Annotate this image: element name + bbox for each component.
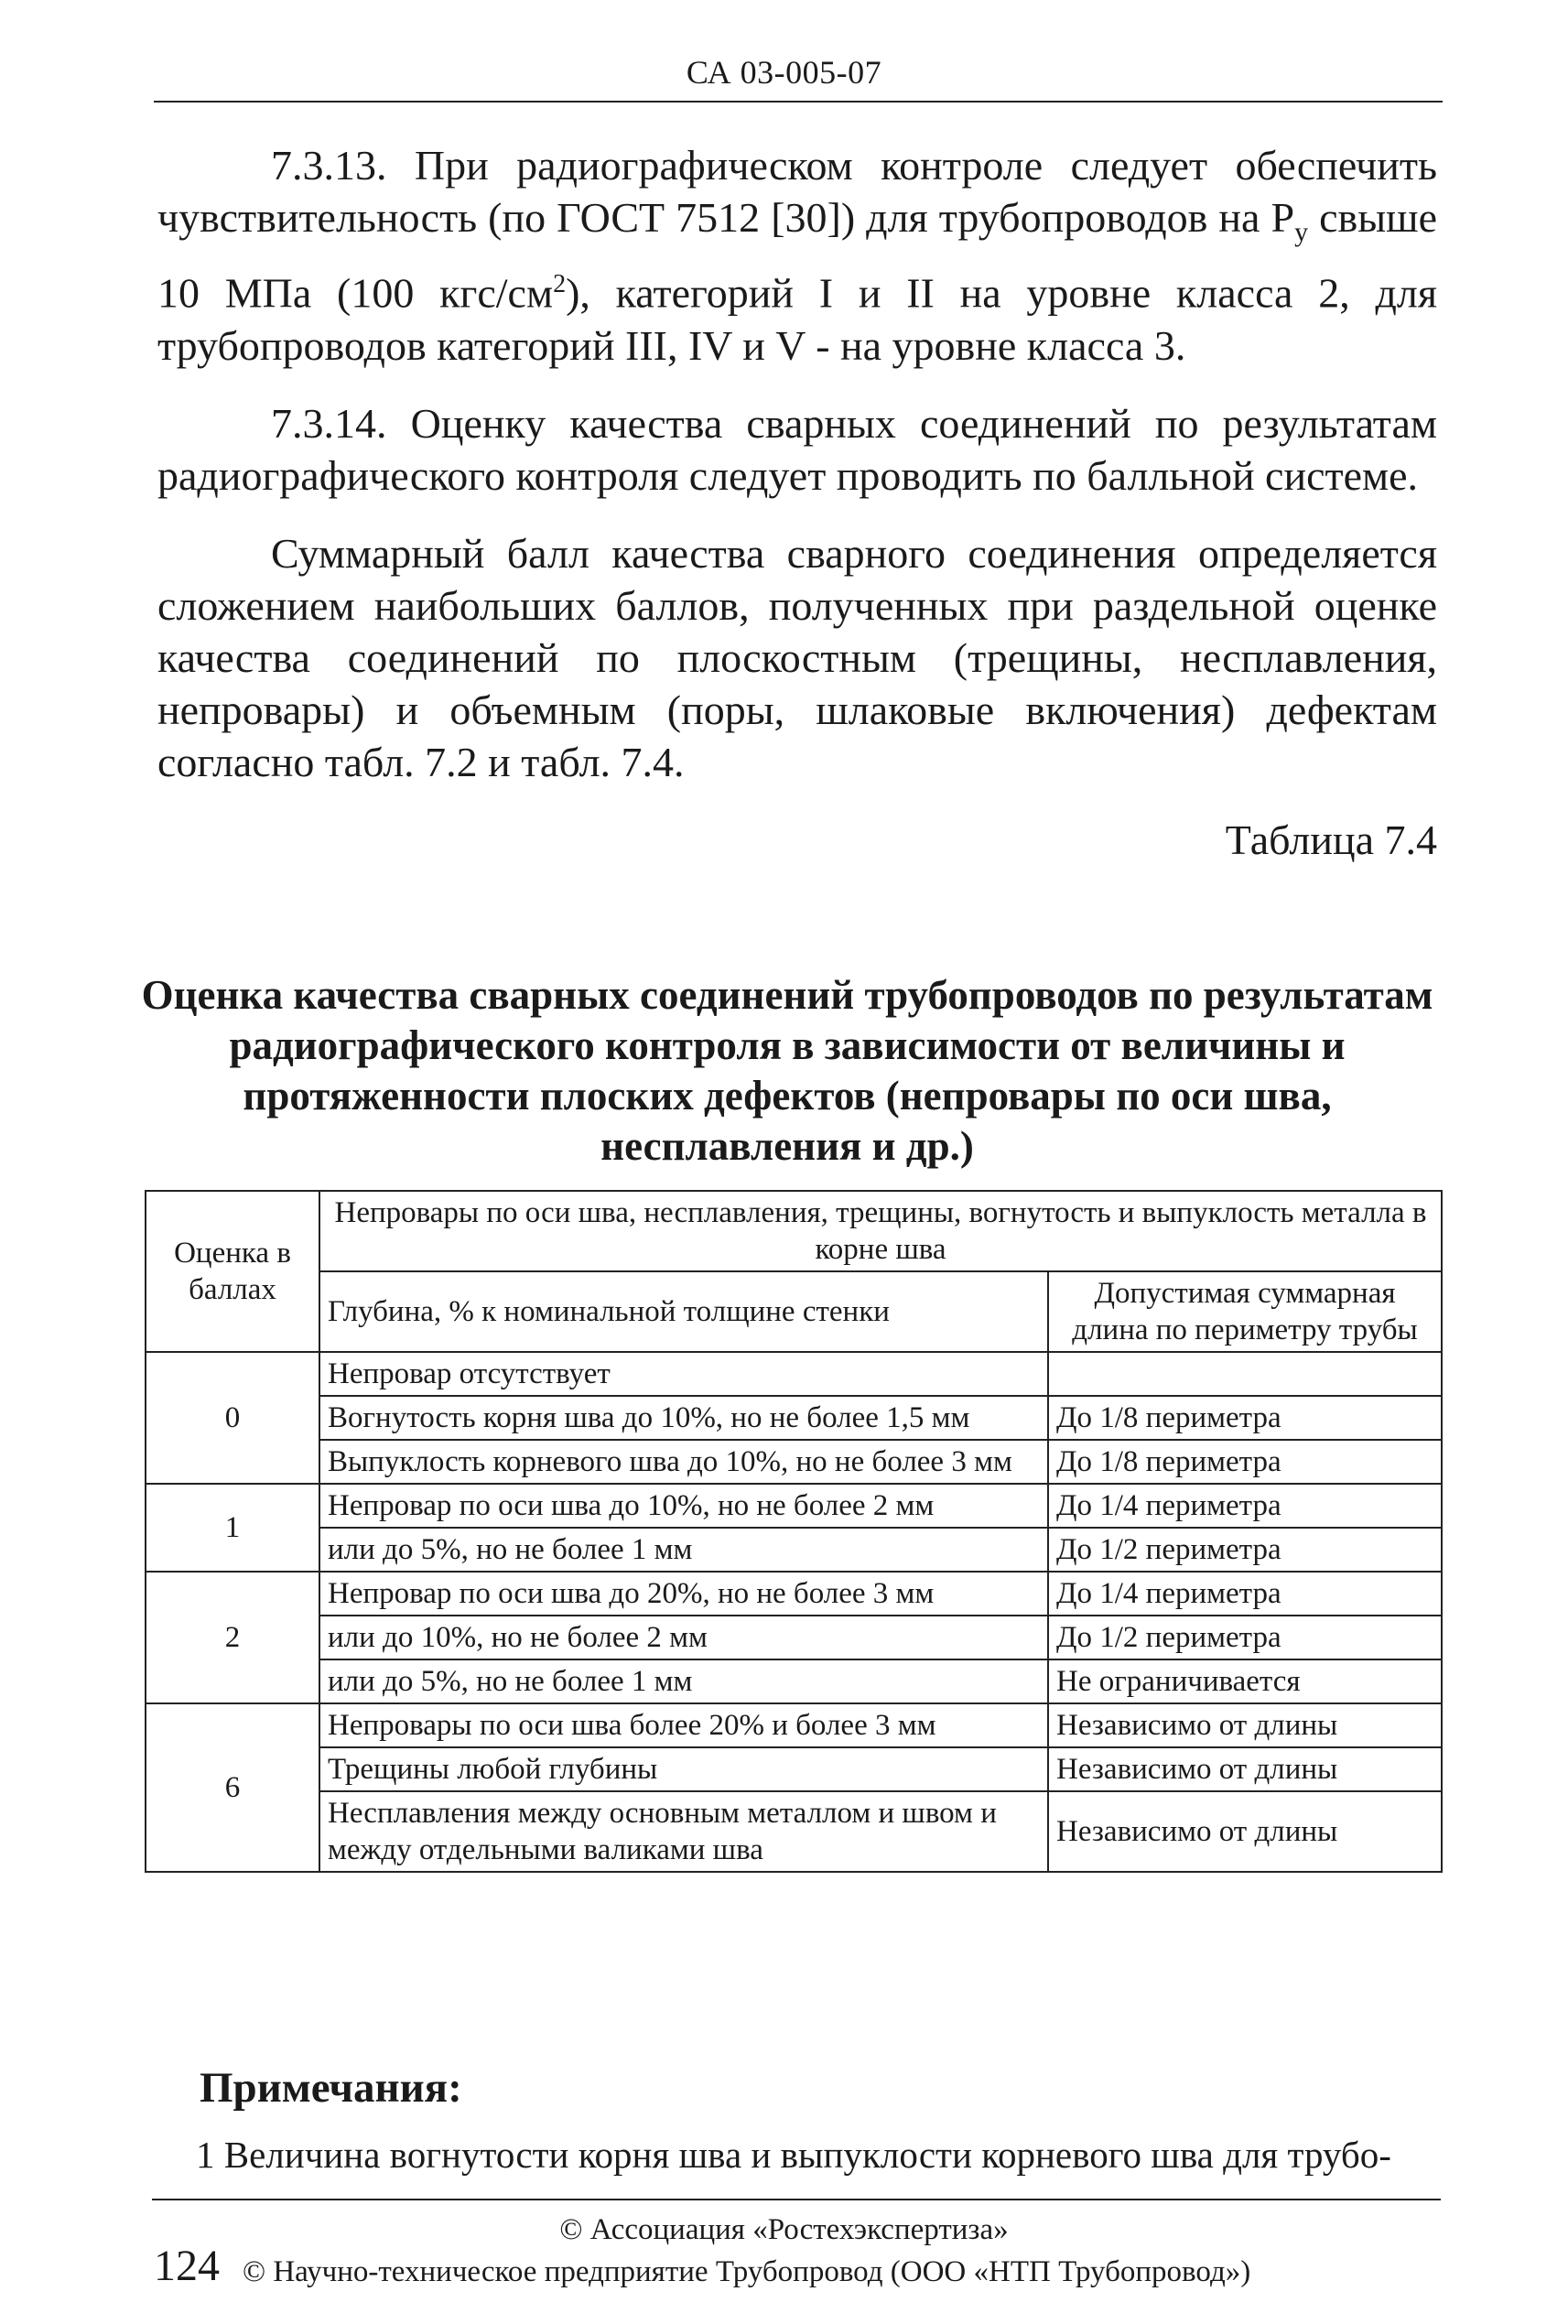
- table-row: [146, 1440, 1442, 1484]
- table-row: [146, 1572, 1442, 1616]
- depth-cell: Трещины любой глубины: [319, 1747, 1048, 1791]
- length-cell: До 1/2 периметра: [1048, 1528, 1442, 1572]
- table-row: [146, 1747, 1442, 1791]
- table-title: Оценка качества сварных соединений трубопроводов по результатам радиографического контроля в зависимости от величины и протяженности плоских дефектов (непровары по оси шва, несплавления и др.): [141, 972, 1433, 1169]
- depth-cell: Непровары по оси шва более 20% и более 3 мм: [319, 1703, 1048, 1747]
- footer-copyright-company: © Научно-техническое предприятие Трубопровод (ООО «НТП Трубопровод»): [243, 2255, 1251, 2288]
- table-header-row: [146, 1191, 1442, 1271]
- defects-table: [145, 1190, 1443, 1873]
- depth-cell: Несплавления между основным металлом и швом и между отдельными валиками шва: [319, 1791, 1048, 1872]
- length-cell: [1048, 1352, 1442, 1396]
- score-cell: 0: [146, 1352, 319, 1484]
- notes-title: Примечания:: [200, 2064, 462, 2112]
- table-row: [146, 1659, 1442, 1703]
- paragraph-7-3-13: [157, 139, 1437, 372]
- header-depth: Глубина, % к номинальной толщине стенки: [319, 1271, 1048, 1352]
- score-cell: 6: [146, 1703, 319, 1872]
- body-text: [157, 139, 1437, 881]
- p1-text-a: 7.3.13. При радиографическом контроле следует обеспечить чувствительность (по ГОСТ 7512 [30]) для трубопроводов на Р: [157, 142, 1437, 241]
- header-length: Допустимая суммарная длина по периметру трубы: [1048, 1271, 1442, 1352]
- header-divider: [154, 101, 1443, 103]
- paragraph-7-3-14: 7.3.14. Оценку качества сварных соединений по результатам радиографического контроля следует проводить по балльной системе.: [157, 399, 1437, 499]
- page-number: 124: [154, 2242, 220, 2290]
- table-row: [146, 1528, 1442, 1572]
- document-code: СА 03-005-07: [686, 54, 882, 91]
- note-item-1: 1 Величина вогнутости корня шва и выпуклости корневого шва для трубо-: [196, 2134, 1391, 2176]
- length-cell: До 1/8 периметра: [1048, 1396, 1442, 1440]
- header-score: Оценка в баллах: [146, 1191, 319, 1352]
- table-row: [146, 1791, 1442, 1872]
- score-cell: 1: [146, 1484, 319, 1572]
- table-row: [146, 1484, 1442, 1528]
- length-cell: Независимо от длины: [1048, 1791, 1442, 1872]
- table-row: [146, 1616, 1442, 1659]
- depth-cell: или до 10%, но не более 2 мм: [319, 1616, 1048, 1659]
- p1-text-b: свыше 10 МПа (100 кгс/см: [157, 194, 1437, 317]
- table-row: [146, 1396, 1442, 1440]
- table-caption: Таблица 7.4: [1225, 816, 1437, 863]
- depth-cell: Вогнутость корня шва до 10%, но не более 1,5 мм: [319, 1396, 1048, 1440]
- depth-cell: Выпуклость корневого шва до 10%, но не более 3 мм: [319, 1440, 1048, 1484]
- table-body: [146, 1191, 1442, 1872]
- depth-cell: Непровар по оси шва до 10%, но не более 2 мм: [319, 1484, 1048, 1528]
- p1-text-c: ), категорий I и II на уровне класса 2, для трубопроводов категорий III, IV и V - на уровне класса 3.: [157, 269, 1437, 369]
- length-cell: До 1/4 периметра: [1048, 1572, 1442, 1616]
- depth-cell: Непровар по оси шва до 20%, но не более 3 мм: [319, 1572, 1048, 1616]
- table-subheader-row: [146, 1271, 1442, 1352]
- footer-copyright-association: © Ассоциация «Ростехэкспертиза»: [559, 2213, 1009, 2246]
- table-row: [146, 1352, 1442, 1396]
- score-cell: 2: [146, 1572, 319, 1703]
- length-cell: Независимо от длины: [1048, 1703, 1442, 1747]
- p1-superscript: 2: [553, 270, 567, 299]
- length-cell: До 1/4 периметра: [1048, 1484, 1442, 1528]
- length-cell: До 1/2 периметра: [1048, 1616, 1442, 1659]
- footer-divider: [152, 2199, 1441, 2200]
- length-cell: Независимо от длины: [1048, 1747, 1442, 1791]
- depth-cell: или до 5%, но не более 1 мм: [319, 1659, 1048, 1703]
- length-cell: Не ограничивается: [1048, 1659, 1442, 1703]
- depth-cell: или до 5%, но не более 1 мм: [319, 1528, 1048, 1572]
- header-defect-group: Непровары по оси шва, несплавления, трещины, вогнутость и выпуклость металла в корне шва: [319, 1191, 1442, 1271]
- depth-cell: Непровар отсутствует: [319, 1352, 1048, 1396]
- table-row: [146, 1703, 1442, 1747]
- length-cell: До 1/8 периметра: [1048, 1440, 1442, 1484]
- p1-subscript: у: [1294, 217, 1309, 248]
- paragraph-summary-score: Суммарный балл качества сварного соединения определяется сложением наибольших баллов, полученных при раздельной оценке качества соединений по плоскостным (трещины, несплавления, непровары) и объемным (поры, шлаковые включения) дефектам согласно табл. 7.2 и табл. 7.4.: [157, 529, 1437, 785]
